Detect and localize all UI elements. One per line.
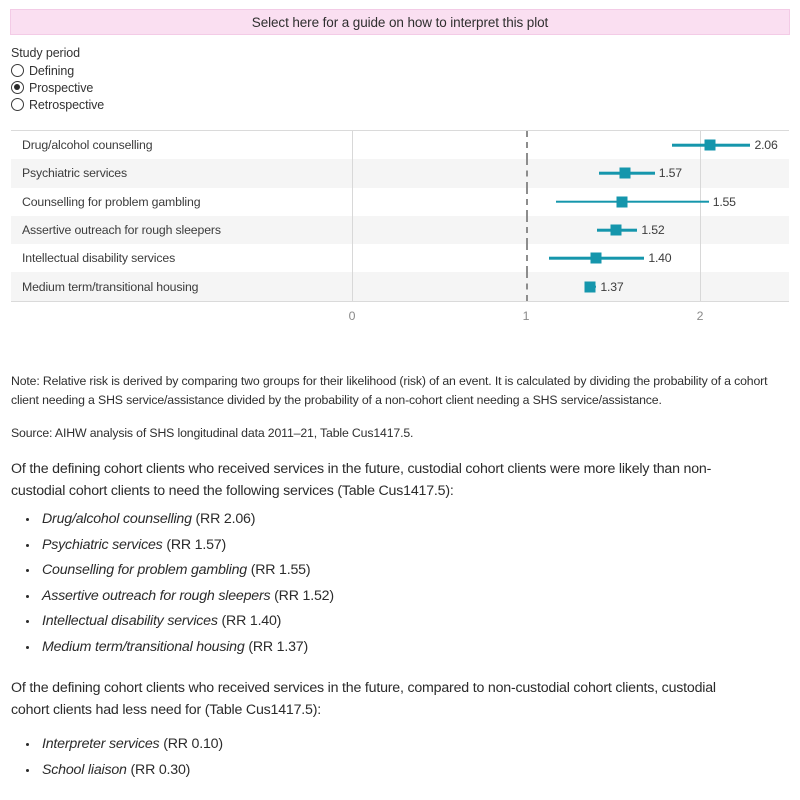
study-period-radio-group[interactable] [11,62,104,113]
chart-x-axis [11,302,789,332]
radio-option-prospective[interactable] [11,79,104,96]
relative-risk-value: (RR 2.06) [195,511,256,527]
radio-circle-icon[interactable] [11,98,24,111]
relative-risk-value: (RR 1.55) [250,562,311,578]
study-period-title: Study period [11,46,80,60]
list-item [11,635,751,661]
relative-risk-value: (RR 1.37) [248,638,309,655]
body-paragraph-2 [11,678,751,721]
list-item [11,533,751,559]
service-name: Medium term/transitional housing [42,638,245,655]
study-period-control [11,46,104,113]
data-point-marker[interactable] [705,140,716,151]
chart-gridline [352,244,353,272]
service-name: Assertive outreach for rough sleepers [42,587,271,604]
guide-banner-label: Select here for a guide on how to interpret this plot [251,14,549,30]
radio-circle-icon[interactable] [11,81,24,94]
chart-row[interactable] [11,131,789,159]
paragraph-1-text: Of the defining cohort clients who received services in the future, custodial cohort clients were more likely than non-custodial cohort clients to need the following services (Table Cus1417.5): [11,461,712,499]
service-name: Psychiatric services [42,536,163,553]
relative-risk-value: (RR 0.10) [163,736,223,752]
x-axis-tick-label: 1 [522,309,530,323]
relative-risk-value: (RR 1.40) [221,613,282,629]
service-name: School liaison [42,761,127,778]
list-item [11,732,751,758]
reference-line [526,272,528,300]
chart-plot-area [11,130,789,302]
chart-gridline [700,244,701,272]
radio-option-label: Prospective [29,80,94,95]
chart-row-label: Intellectual disability services [22,251,176,266]
interpret-plot-guide-banner[interactable] [10,9,790,35]
relative-risk-dot-plot [11,130,789,335]
radio-option-label: Defining [29,63,75,78]
radio-option-retrospective[interactable] [11,96,104,113]
chart-row-label: Counselling for problem gambling [22,194,201,209]
chart-source: Source: AIHW analysis of SHS longitudinal data 2011–21, Table Cus1417.5. [11,426,414,440]
body-paragraph-1 [11,459,751,502]
chart-row[interactable] [11,159,789,187]
relative-risk-value: (RR 0.30) [130,761,191,778]
chart-row-label: Assertive outreach for rough sleepers [22,223,221,238]
chart-row[interactable] [11,188,789,216]
chart-gridline [700,159,701,187]
chart-gridline [352,216,353,244]
chart-gridline [352,272,353,300]
service-name: Intellectual disability services [42,613,218,629]
x-axis-tick-label: 0 [348,309,356,323]
data-point-marker[interactable] [620,168,631,179]
chart-row[interactable] [11,272,789,300]
list-item [11,584,751,610]
chart-row-label: Drug/alcohol counselling [22,138,153,153]
chart-row-label: Psychiatric services [22,166,127,181]
paragraph-2-text: Of the defining cohort clients who received services in the future, compared to non-custodial cohort clients, custodial cohort clients had less need for (Table Cus1417.5): [11,680,716,718]
chart-row[interactable] [11,244,789,272]
list-item [11,507,751,533]
data-point-marker[interactable] [590,253,601,264]
chart-gridline [700,272,701,300]
service-name: Counselling for problem gambling [42,562,247,578]
chart-row[interactable] [11,216,789,244]
data-point-value-label: 1.52 [641,223,665,238]
data-point-value-label: 1.55 [712,194,736,209]
list-item [11,558,751,584]
x-axis-tick-label: 2 [696,309,704,323]
data-point-marker[interactable] [585,281,596,292]
list-item [11,609,751,635]
reference-line [526,188,528,216]
service-name: Drug/alcohol counselling [42,511,192,527]
chart-gridline [352,159,353,187]
relative-risk-value: (RR 1.57) [166,536,227,553]
data-point-value-label: 1.37 [600,279,624,294]
chart-gridline [352,131,353,159]
service-list-higher-need [11,507,751,660]
chart-note: Note: Relative risk is derived by comparing two groups for their likelihood (risk) of an event. It is calculated by dividing the probability of a cohort client needing a SHS service/assistance divided by the probability of a non-cohort client needing a SHS service/assistance. [11,374,768,407]
chart-row-label: Medium term/transitional housing [22,279,199,294]
reference-line [526,131,528,159]
reference-line [526,216,528,244]
data-point-value-label: 1.57 [658,166,682,181]
service-list-lower-need [11,732,751,783]
radio-circle-icon[interactable] [11,64,24,77]
data-point-marker[interactable] [616,196,627,207]
data-point-value-label: 2.06 [754,138,778,153]
reference-line [526,159,528,187]
relative-risk-value: (RR 1.52) [274,587,334,604]
data-point-marker[interactable] [611,225,622,236]
data-point-value-label: 1.40 [648,251,672,266]
confidence-interval-line [556,200,709,203]
reference-line [526,244,528,272]
chart-gridline [352,188,353,216]
radio-option-defining[interactable] [11,62,104,79]
service-name: Interpreter services [42,736,160,752]
chart-gridline [700,216,701,244]
radio-option-label: Retrospective [29,97,105,112]
list-item [11,758,751,784]
